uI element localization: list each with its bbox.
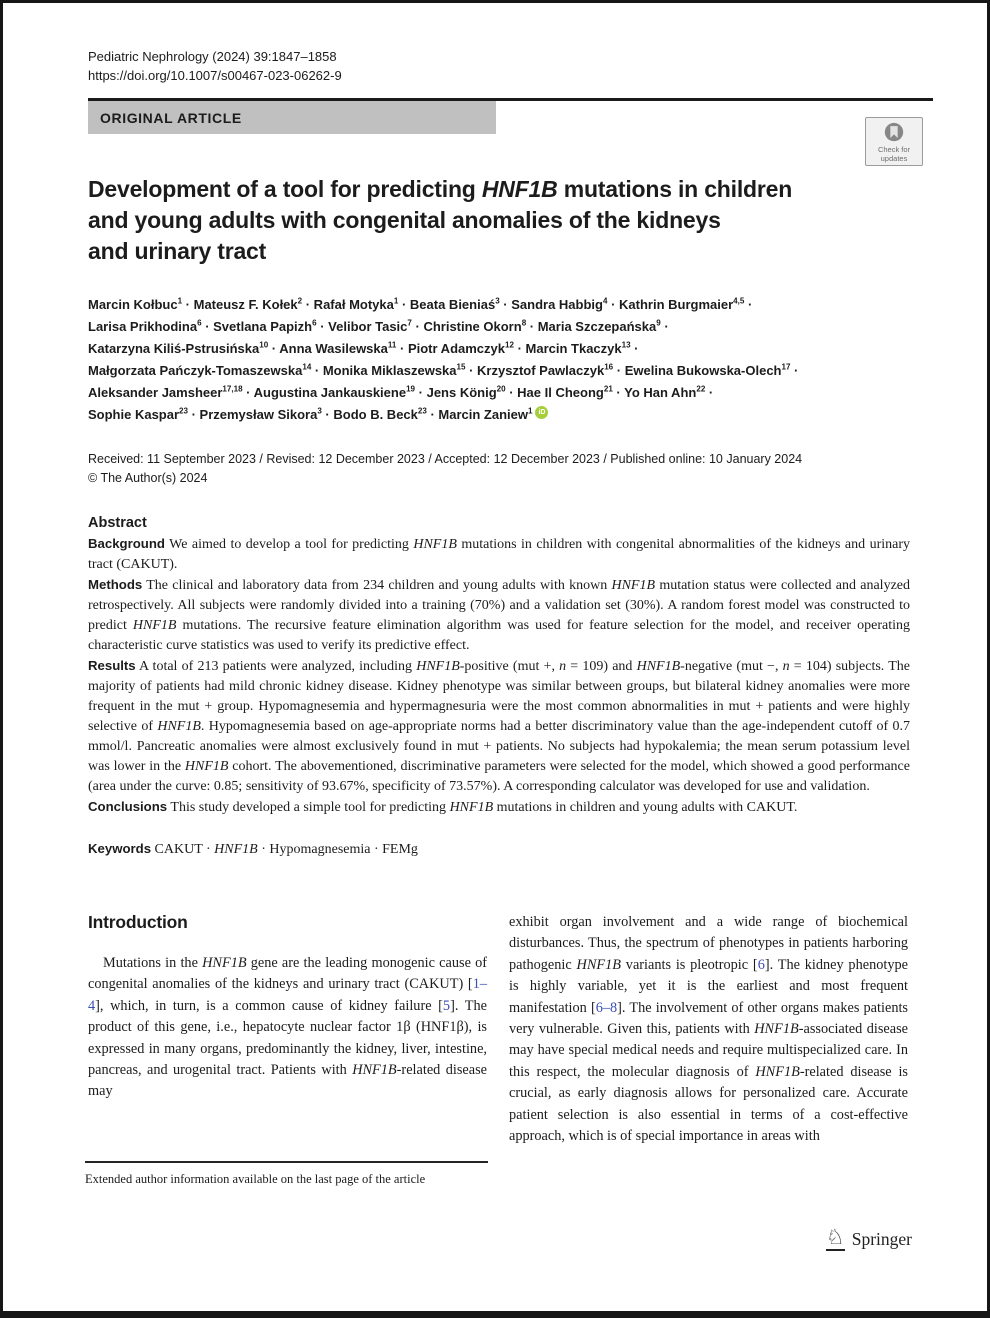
footnote-text: Extended author information available on the last page of the article: [85, 1172, 426, 1186]
abstract-methods-label: Methods: [88, 577, 143, 592]
page-header: [88, 47, 908, 85]
abstract-methods: [88, 575, 910, 656]
keywords-text: CAKUT · HNF1B · Hypomagnesemia · FEMg: [151, 842, 418, 857]
left-column: [88, 912, 487, 1147]
springer-horse-icon: ♘: [825, 1225, 845, 1249]
article-title: [88, 174, 908, 267]
introduction-section: [88, 912, 908, 1147]
footnote-rule: [85, 1161, 488, 1163]
author-list: [88, 294, 908, 426]
orcid-icon[interactable]: iD: [535, 406, 548, 419]
abstract-section: [88, 515, 910, 860]
abstract-background-label: Background: [88, 536, 165, 551]
springer-logo: [826, 1227, 912, 1251]
article-history: Received: 11 September 2023 / Revised: 12 December 2023 / Accepted: 12 December 2023 / Published online: 10 January 2024: [88, 452, 803, 466]
abstract-results-label: Results: [88, 658, 136, 673]
author-line: Katarzyna Kiliś-Pstrusińska$^{10}$ · Anna Wasilewska$^{11}$ · Piotr Adamczyk$^{12}$ · Marcin Tkaczyk$^{13}$ ·: [88, 340, 639, 356]
introduction-paragraph-right: exhibit organ involvement and a wide range of biochemical disturbances. Thus, the spectrum of phenotypes in patients harboring pathogenic HNF1B variants is pleotropic [6]. The kidney phenotype is highly variable, yet it is the earliest and most frequent manifestation [6–8]. The involvement of other organs makes patients very vulnerable. Given this, patients with HNF1B-associated disease may have special medical needs and require multispecialized care. In this respect, the molecular diagnosis of HNF1B-related disease is crucial, as early diagnosis allows for personalized care. Accurate patient selection is also essential in terms of a cost-effective approach, which is of special importance in areas with: [509, 914, 908, 1145]
right-column: [509, 912, 908, 1147]
title-line: and urinary tract: [88, 238, 267, 264]
keywords-label: Keywords: [88, 841, 152, 856]
check-for-updates-label: Check for updates: [877, 145, 911, 163]
author-line: Larisa Prikhodina$^6$ · Svetlana Papizh$^6$ · Velibor Tasic$^7$ · Christine Okorn$^8$ · Maria Szczepańska$^9$ ·: [88, 318, 669, 334]
author-line: Małgorzata Pańczyk-Tomaszewska$^{14}$ · Monika Miklaszewska$^{15}$ · Krzysztof Pawlaczyk$^{16}$ · Ewelina Bukowska-Olech$^{17}$ ·: [88, 362, 799, 378]
abstract-heading: Abstract: [88, 515, 147, 531]
abstract-results-text: A total of 213 patients were analyzed, including HNF1B-positive (mut +, n = 109) and HNF1B-negative (mut −, n = 104) subjects. The majority of patients had mild chronic kidney disease. Kidney phenotype was similar between groups, but bilateral kidney anomalies were more frequent in the mut + group. Hypomagnesemia and hypermagnesuria were the most common abnormalities in mut + patients and were highly selective of HNF1B. Hypomagnesemia based on age-appropriate norms had a better discriminatory value than the age-independent cutoff of 0.7 mmol/l. Pancreatic anomalies were almost exclusively found in mut + patients. No subjects had hypokalemia; the mean serum potassium level was lower in the HNF1B cohort. The abovementioned, discriminative parameters were selected for the model, which showed a good performance (area under the curve: 0.85; sensitivity of 93.67%, specificity of 73.57%). A corresponding calculator was developed for use and validation.: [88, 659, 910, 794]
abstract-methods-text: The clinical and laboratory data from 234 children and young adults with known HNF1B mutation status were collected and analyzed retrospectively. All subjects were randomly divided into a training (70%) and a validation set (30%). A random forest model was constructed to predict HNF1B mutations. The recursive feature elimination algorithm was used for feature selection for the model, and receiver operating characteristic curve statistics was used to verify its predictive effect.: [88, 578, 910, 653]
author-line-text: Sophie Kaspar$^{23}$ · Przemysław Sikora$^3$ · Bodo B. Beck$^{23}$ · Marcin Zaniew$^1$: [88, 406, 533, 422]
abstract-conclusions-text: This study developed a simple tool for predicting HNF1B mutations in children and young adults with CAKUT.: [167, 800, 798, 815]
check-for-updates-badge[interactable]: [865, 117, 923, 166]
title-line: Development of a tool for predicting HNF1B mutations in children: [88, 176, 793, 202]
abstract-background: [88, 534, 910, 575]
abstract-results: [88, 656, 910, 797]
author-line: [88, 404, 908, 426]
keywords-line: [88, 839, 910, 860]
doi-link[interactable]: https://doi.org/10.1007/s00467-023-06262-9: [88, 68, 342, 83]
introduction-paragraph-left: Mutations in the HNF1B gene are the leading monogenic cause of congenital anomalies of the kidneys and urinary tract (CAKUT) [1–4], which, in turn, is a common cause of kidney failure [5]. The product of this gene, i.e., hepatocyte nuclear factor 1β (HNF1β), is expressed in many organs, predominantly the kidney, liver, intestine, pancreas, and urogenital tract. Patients with HNF1B-related disease may: [88, 955, 487, 1100]
crossmark-icon: [883, 122, 905, 144]
abstract-conclusions: [88, 797, 910, 818]
copyright-line: © The Author(s) 2024: [88, 471, 208, 485]
article-type-label: ORIGINAL ARTICLE: [100, 109, 242, 126]
abstract-conclusions-label: Conclusions: [88, 799, 168, 814]
title-line: and young adults with congenital anomalies of the kidneys: [88, 207, 721, 233]
footnote: [85, 1161, 488, 1187]
author-line: Aleksander Jamsheer$^{17,18}$ · Augustina Jankauskiene$^{19}$ · Jens König$^{20}$ · Hae Il Cheong$^{21}$ · Yo Han Ahn$^{22}$ ·: [88, 384, 714, 400]
article-type-banner: [88, 101, 496, 134]
abstract-background-text: We aimed to develop a tool for predicting HNF1B mutations in children with congenital abnormalities of the kidneys and urinary tract (CAKUT).: [88, 537, 910, 572]
author-line: Marcin Kołbuc$^1$ · Mateusz F. Kołek$^2$ · Rafał Motyka$^1$ · Beata Bieniaś$^3$ · Sandra Habbig$^4$ · Kathrin Burgmaier$^{4,5}$ ·: [88, 296, 753, 312]
introduction-heading: Introduction: [88, 912, 188, 932]
publisher-name: Springer: [851, 1228, 912, 1249]
journal-citation: Pediatric Nephrology (2024) 39:1847–1858: [88, 49, 337, 64]
